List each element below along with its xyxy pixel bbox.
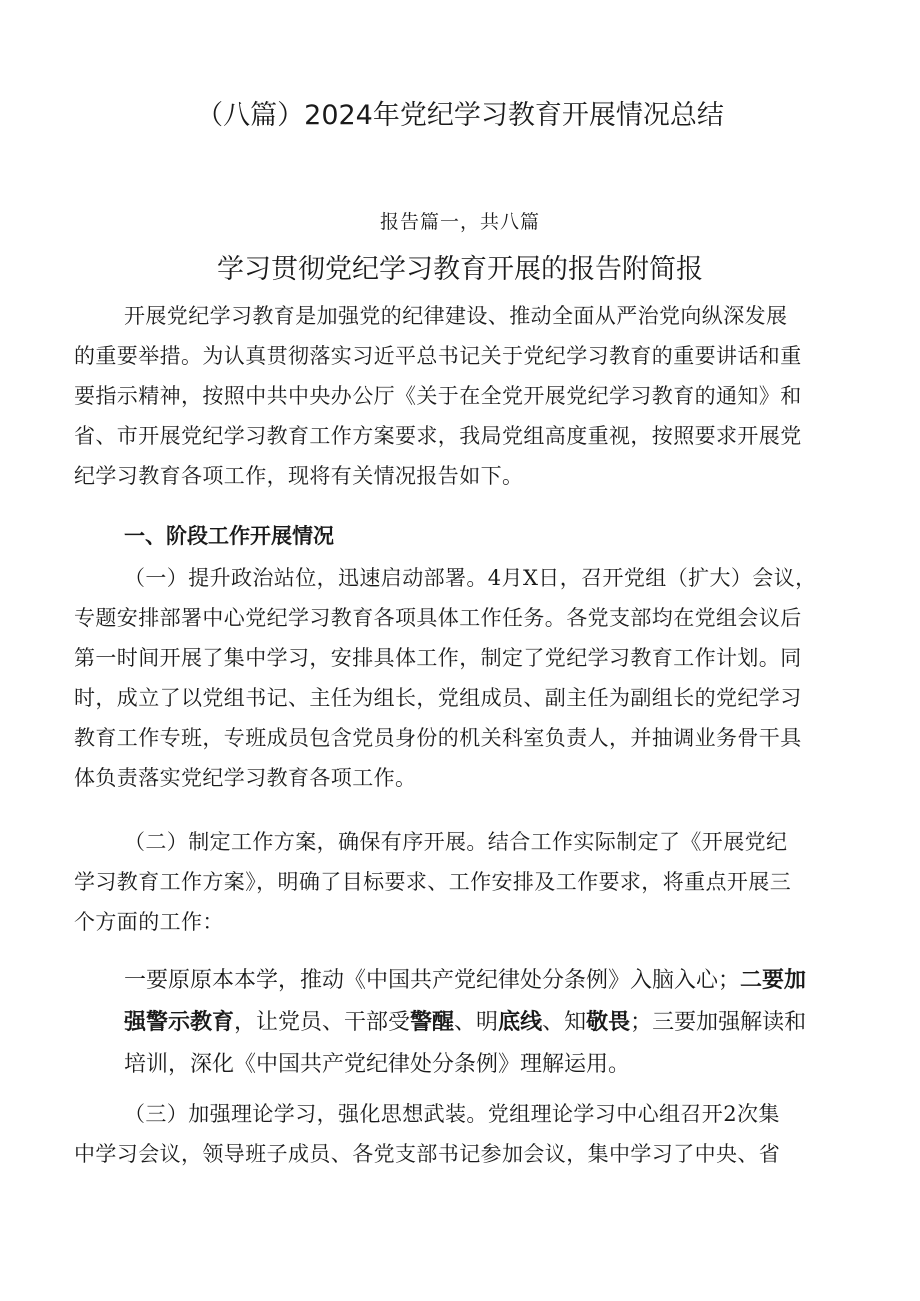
report-label: 报告篇一，共八篇 (379, 211, 540, 233)
text-line (124, 960, 864, 1002)
text-line: 学习教育工作方案》，明确了目标要求、工作安排及工作要求，将重点开展三 (74, 870, 792, 894)
document-title: （八篇）2024年党纪学习教育开展情况总结 (196, 100, 724, 131)
emph-bold: 敬畏 (586, 1010, 631, 1035)
text-line: 专题安排部署中心党纪学习教育各项具体工作任务。各党支部均在党组会议后 (74, 606, 802, 630)
emph-text: ；三要加强解读和 (630, 1010, 807, 1035)
text-line: 第一时间开展了集中学习，安排具体工作，制定了党纪学习教育工作计划。同 (74, 646, 802, 670)
section-heading: 一、阶段工作开展情况 (124, 524, 334, 548)
text-line: 开展党纪学习教育是加强党的纪律建设、推动全面从严治党向纵深发展 (124, 304, 788, 328)
text-line: 要指示精神，按照中共中央办公厅《关于在全党开展党纪学习教育的通知》和 (74, 384, 802, 408)
emph-text: 、知 (542, 1010, 587, 1035)
text-line: 培训，深化《中国共产党纪律处分条例》理解运用。 (124, 1052, 631, 1077)
emph-text: ，让党员、干部受 (234, 1010, 411, 1035)
text-line: （三）加强理论学习，强化思想武装。党组理论学习中心组召开2次集 (124, 1102, 780, 1126)
text-line: 教育工作专班，专班成员包含党员身份的机关科室负责人，并抽调业务骨干具 (74, 726, 802, 750)
emphasis-paragraph (124, 960, 864, 1086)
text-line: 纪学习教育各项工作，现将有关情况报告如下。 (74, 464, 524, 488)
report-title: 学习贯彻党纪学习教育开展的报告附简报 (217, 254, 703, 285)
text-line: 中学习会议，领导班子成员、各党支部书记参加会议，集中学习了中央、省 (74, 1142, 781, 1166)
emph-text: 、明 (454, 1010, 499, 1035)
text-line (124, 1002, 864, 1044)
emph-text: 一要原原本本学，推动《中国共产党纪律处分条例》入脑入心； (124, 968, 741, 993)
text-line: 省、市开展党纪学习教育工作方案要求，我局党组高度重视，按照要求开展党 (74, 424, 802, 448)
emph-bold: 警醒 (410, 1010, 455, 1035)
paragraph-2 (74, 822, 860, 942)
text-line: 个方面的工作： (74, 910, 224, 934)
text-line: 时，成立了以党组书记、主任为组长，党组成员、副主任为副组长的党纪学习 (74, 686, 802, 710)
text-line: 体负责落实党纪学习教育各项工作。 (74, 766, 417, 790)
emph-bold: 二要加 (740, 968, 807, 993)
text-line: 的重要举措。为认真贯彻落实习近平总书记关于党纪学习教育的重要讲话和重 (74, 344, 802, 368)
intro-paragraph (74, 296, 860, 496)
text-line: （二）制定工作方案，确保有序开展。结合工作实际制定了《开展党纪 (124, 830, 788, 854)
emph-bold: 强警示教育 (124, 1010, 235, 1035)
paragraph-1 (74, 558, 860, 798)
paragraph-3 (74, 1094, 860, 1174)
text-line: （一）提升政治站位，迅速启动部署。4月X日，召开党组（扩大）会议， (124, 566, 817, 590)
emph-bold: 底线 (498, 1010, 543, 1035)
